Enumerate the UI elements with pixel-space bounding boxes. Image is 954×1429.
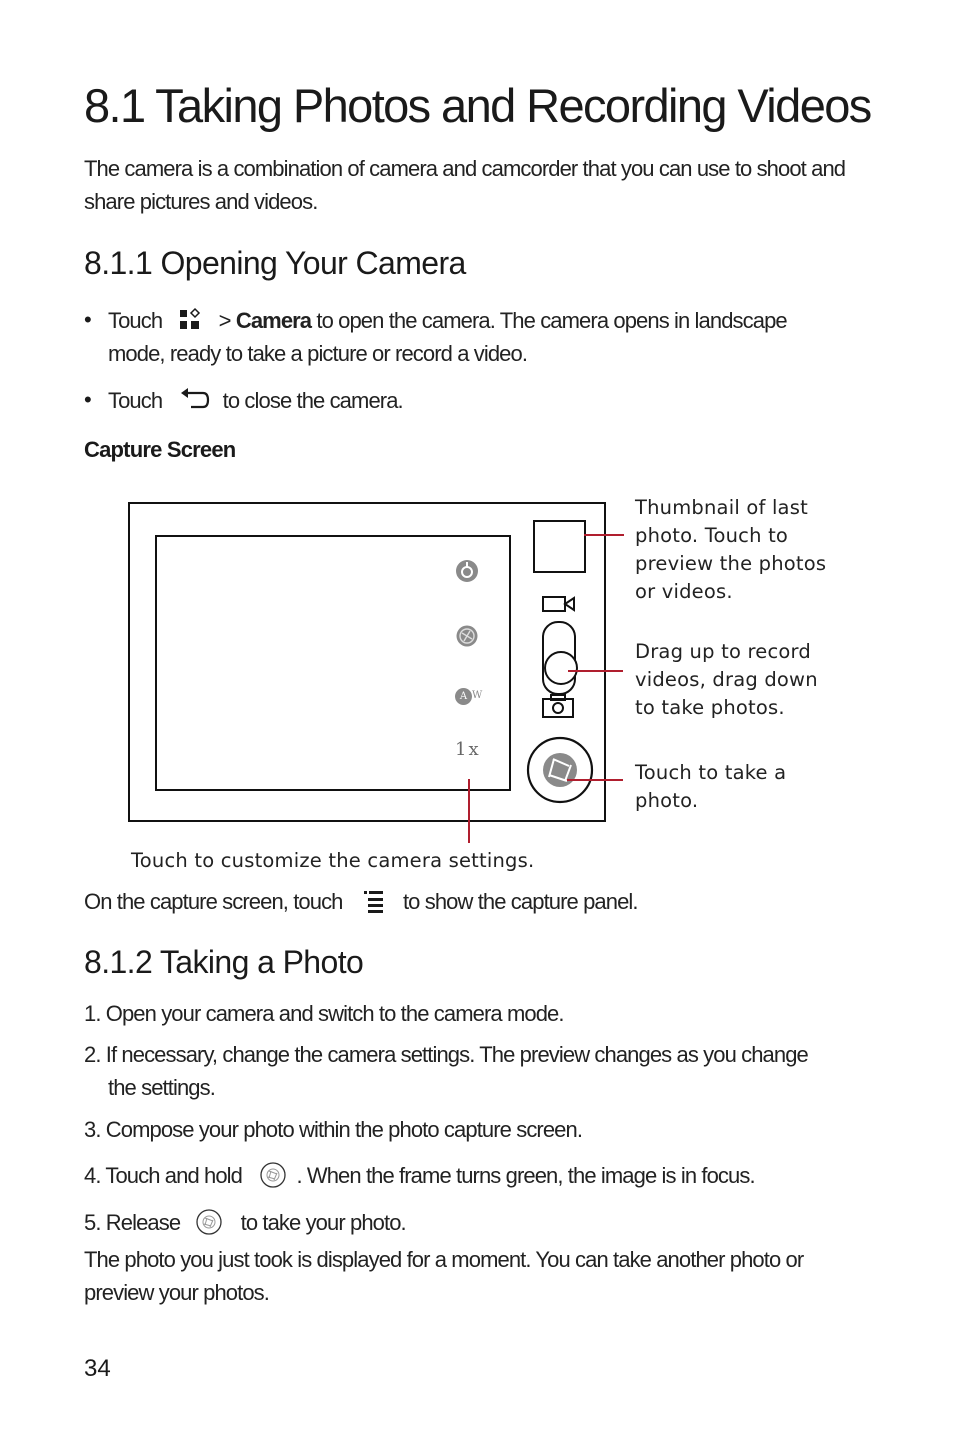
menu-icon: [348, 888, 398, 914]
label-line: preview the photos: [635, 552, 827, 575]
intro-line-1: The camera is a combination of camera and camcorder that you can use to shoot and: [84, 156, 846, 181]
mode-switch-handle[interactable]: [544, 651, 578, 685]
shutter-button[interactable]: [525, 735, 595, 805]
step5-after: to take your photo.: [240, 1210, 406, 1235]
bullet2-rest: to close the camera.: [222, 388, 403, 413]
label-line: photo.: [635, 789, 699, 812]
step-1: 1. Open your camera and switch to the camera mode.: [84, 1001, 564, 1026]
step4-after: . When the frame turns green, the image is in focus.: [296, 1163, 755, 1188]
intro-line-2: share pictures and videos.: [84, 189, 318, 214]
step5-before: 5. Release: [84, 1210, 181, 1235]
step4-before: 4. Touch and hold: [84, 1163, 242, 1188]
photo-camera-icon: [541, 693, 577, 719]
step-2-line2: the settings.: [108, 1075, 215, 1100]
shutter-icon: [185, 1208, 235, 1236]
label-line: Drag up to record: [635, 640, 811, 663]
outro-line-1: The photo you just took is displayed for a moment. You can take another photo or: [84, 1247, 804, 1272]
camera-text: Camera: [235, 308, 312, 333]
bullet1-rest: to open the camera. The camera opens in landscape: [316, 308, 787, 333]
note-after: to show the capture panel.: [402, 889, 638, 914]
label-line: videos, drag down: [635, 668, 818, 691]
section-heading-photo: 8.1.2 Taking a Photo: [84, 944, 364, 980]
white-balance-icon[interactable]: [455, 688, 483, 706]
zoom-indicator: 1x: [455, 739, 481, 760]
label-drag: [635, 638, 818, 722]
callout-line-thumbnail: [584, 534, 624, 536]
callout-line-drag: [568, 670, 623, 672]
apps-grid-icon: [167, 307, 213, 333]
bullet1-line2: mode, ready to take a picture or record a video.: [108, 341, 528, 366]
section-heading-opening: 8.1.1 Opening Your Camera: [84, 245, 466, 281]
bullet-marker: •: [84, 307, 92, 332]
label-shutter: [635, 759, 786, 815]
label-line: Thumbnail of last: [635, 496, 808, 519]
touch-text: Touch: [108, 388, 163, 413]
flash-icon[interactable]: [455, 624, 479, 648]
shutter-icon: [247, 1161, 291, 1189]
settings-icon[interactable]: [454, 558, 480, 584]
bullet-close-camera: [108, 384, 403, 417]
callout-line-settings: [468, 779, 470, 843]
label-settings: Touch to customize the camera settings.: [131, 849, 535, 872]
label-thumbnail: [635, 494, 826, 606]
capture-panel-note: [84, 885, 638, 918]
outro-paragraph: [84, 1243, 803, 1309]
outro-line-2: preview your photos.: [84, 1280, 269, 1305]
step-5: [84, 1206, 406, 1239]
label-line: to take photos.: [635, 696, 785, 719]
last-photo-thumbnail[interactable]: [533, 520, 586, 573]
step-2: 2. If necessary, change the camera settings. The preview changes as you change: [84, 1042, 808, 1067]
video-camera-icon: [541, 595, 577, 613]
step-4: [84, 1159, 755, 1192]
page-number: 34: [84, 1355, 111, 1382]
page-title: 8.1 Taking Photos and Recording Videos: [84, 79, 871, 132]
capture-screen-heading: Capture Screen: [84, 437, 236, 462]
callout-line-shutter: [567, 779, 623, 781]
bullet-marker: •: [84, 387, 92, 412]
wb-auto-badge: A: [455, 688, 472, 705]
step-3: 3. Compose your photo within the photo capture screen.: [84, 1117, 583, 1142]
intro-paragraph: [84, 152, 884, 218]
touch-text: Touch: [108, 308, 163, 333]
bullet-open-camera: [108, 304, 787, 337]
note-before: On the capture screen, touch: [84, 889, 343, 914]
wb-w-letter: W: [472, 690, 483, 701]
label-line: or videos.: [635, 580, 733, 603]
gt-text: >: [218, 308, 231, 333]
label-line: photo. Touch to: [635, 524, 789, 547]
label-line: Touch to take a: [635, 761, 787, 784]
back-arrow-icon: [167, 387, 217, 413]
